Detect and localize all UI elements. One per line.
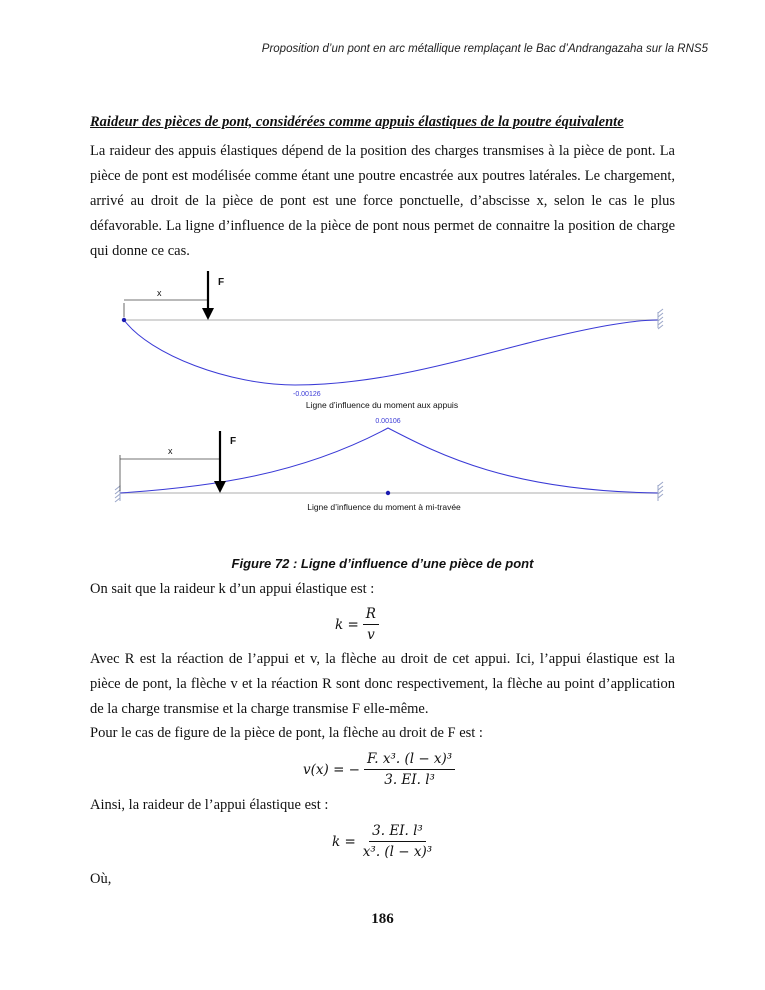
text-stiffness-definition: On sait que la raideur k d’un appui élastique est :: [90, 581, 375, 597]
eq2-denominator: 3. EI. l³: [384, 772, 435, 788]
eq3-numerator: 3. EI. l³: [369, 823, 426, 842]
bottom-influence-curve: [120, 428, 658, 493]
text-deflection-intro: Pour le cas de figure de la pièce de pont, la flèche au droit de F est :: [90, 725, 483, 741]
top-diagram-caption: Ligne d’influence du moment aux appuis: [305, 400, 459, 410]
eq3-lhs: k =: [332, 833, 356, 850]
bottom-value-label: 0.00106: [375, 418, 401, 425]
top-distance-label: x: [157, 288, 162, 298]
running-header: Proposition d’un pont en arc métallique remplaçant le Bac d’Andrangazaha sur la RNS5: [261, 43, 708, 55]
top-influence-diagram: [122, 271, 663, 410]
figure-caption: Figure 72 : Ligne d’influence d’une pièce de pont: [231, 556, 534, 571]
text-ou: Où,: [90, 871, 112, 887]
influence-line-figure: [110, 265, 665, 515]
bottom-midspan-node: [386, 491, 390, 495]
top-value-label: -0.00126: [293, 391, 321, 398]
bottom-diagram-caption: Ligne d’influence du moment à mi-travée: [307, 502, 461, 512]
eq1-numerator: R: [363, 606, 379, 625]
text-ainsi: Ainsi, la raideur de l’appui élastique est :: [90, 797, 329, 813]
eq1-lhs: k =: [335, 616, 359, 633]
paragraph-reaction-deflection: Avec R est la réaction de l’appui et v, la flèche au droit de cet appui. Ici, l’appui élastique est la pièce de pont, la flèche v et la réaction R sont donc respectivement, la flèche au point d’application de la charge transmise et la charge transmise F elle-même.: [90, 651, 675, 717]
equation-deflection: [303, 751, 459, 788]
eq2-numerator: F. x³. (l − x)³: [364, 751, 455, 770]
bottom-force-arrow-head: [214, 481, 226, 493]
top-force-label: F: [218, 277, 225, 288]
eq2-lhs: v(x) = −: [303, 761, 360, 778]
top-force-arrow-head: [202, 308, 214, 320]
top-influence-curve: [124, 320, 658, 385]
bottom-right-fixed-support-icon: [658, 482, 663, 501]
top-left-support-node: [122, 318, 126, 322]
bottom-influence-diagram: [115, 418, 663, 512]
bottom-left-fixed-support-icon: [115, 485, 120, 502]
equation-stiffness-definition: [335, 606, 383, 643]
equation-elastic-stiffness: [332, 823, 439, 860]
bottom-distance-label: x: [168, 446, 173, 456]
paragraph-stiffness-intro: La raideur des appuis élastiques dépend de la position des charges transmises à la pièce de pont. La pièce de pont est modélisée comme étant une poutre encastrée aux poutres latérales. Le chargement, arrivé au droit de la pièce de pont est une force ponctuelle, d’abscisse x, selon le cas le plus défavorable. La ligne d’influence de la pièce de pont nous permet de connaitre la position de charge qui donne ce cas.: [90, 143, 675, 259]
section-title: Raideur des pièces de pont, considérées comme appuis élastiques de la poutre équivalente: [90, 114, 624, 130]
top-right-fixed-support-icon: [658, 309, 663, 329]
bottom-force-label: F: [230, 436, 237, 447]
eq3-denominator: x³. (l − x)³: [362, 844, 433, 860]
eq1-denominator: v: [367, 627, 375, 643]
page-number: 186: [371, 911, 394, 927]
